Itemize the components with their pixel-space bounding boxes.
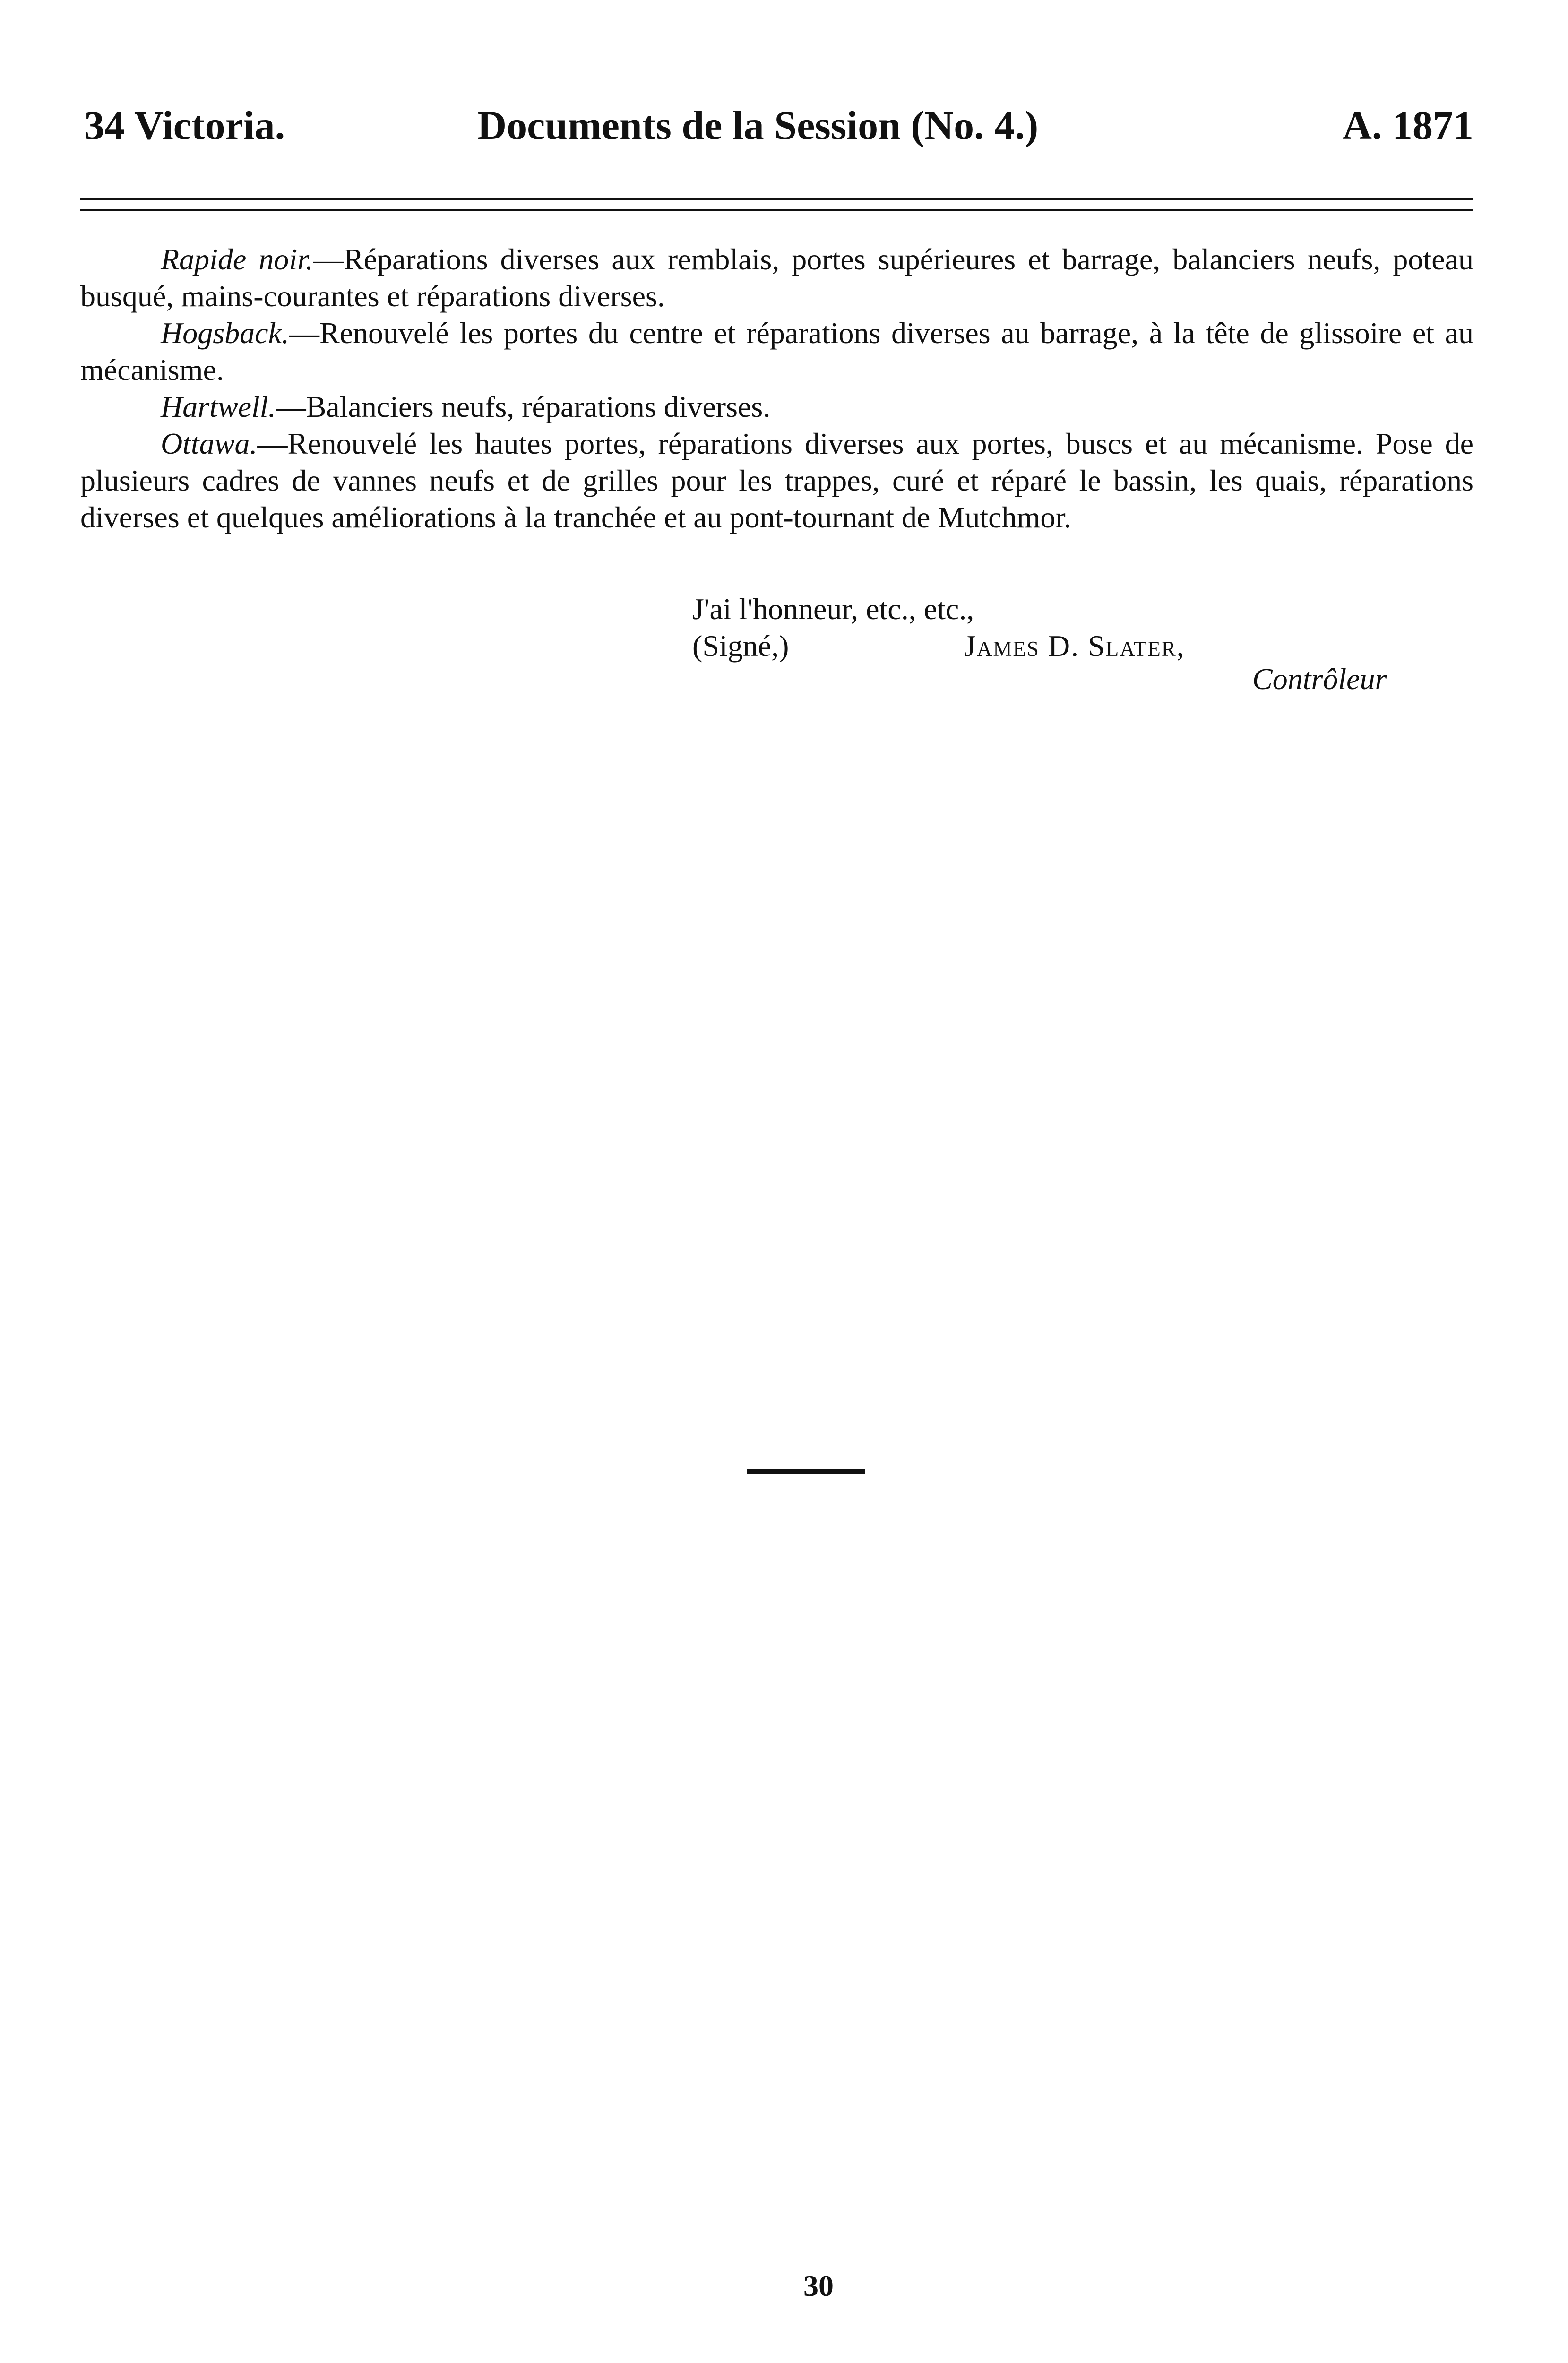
header-title: Documents de la Session (No. 4.)	[477, 103, 1039, 148]
running-header	[84, 102, 1473, 172]
page-number: 30	[803, 2269, 834, 2303]
paragraph-text: —Réparations diverses aux remblais, portes supérieures et barrage, balanciers neufs, poteau busqué, mains-courantes et réparations diverses.	[80, 242, 1474, 313]
section-end-rule	[747, 1469, 865, 1474]
paragraph-ottawa	[80, 425, 1473, 536]
paragraph-lead: Hartwell.	[161, 390, 276, 423]
paragraph-hogsback	[80, 315, 1473, 388]
paragraph-lead: Rapide noir.	[161, 242, 313, 276]
paragraph-rapide-noir	[80, 241, 1473, 315]
paragraph-lead: Hogsback.	[161, 316, 289, 350]
header-double-rule	[80, 198, 1473, 211]
header-volume: 34 Victoria.	[84, 103, 285, 148]
paragraph-hartwell	[80, 388, 1473, 425]
paragraph-lead: Ottawa.	[161, 427, 258, 460]
paragraph-text: —Balanciers neufs, réparations diverses.	[276, 390, 771, 423]
paragraph-text: —Renouvelé les portes du centre et réparations diverses au barrage, à la tête de glissoire et au mécanisme.	[80, 316, 1473, 387]
signatory-name: James D. Slater,	[964, 629, 1185, 663]
closing-salutation: J'ai l'honneur, etc., etc.,	[692, 592, 974, 626]
paragraph-text: —Renouvelé les hautes portes, réparations diverses aux portes, buscs et au mécanisme. Pose de plusieurs cadres de vannes neufs et de grilles pour les trappes, curé et réparé le bassin, les quais, réparations diverses et quelques améliorations à la tranchée et au pont-tournant de Mutchmor.	[80, 427, 1473, 534]
signatory-title: Contrôleur	[1252, 662, 1387, 696]
report-body	[80, 241, 1473, 536]
signed-label: (Signé,)	[692, 629, 789, 663]
header-year: A. 1871	[1342, 103, 1473, 148]
